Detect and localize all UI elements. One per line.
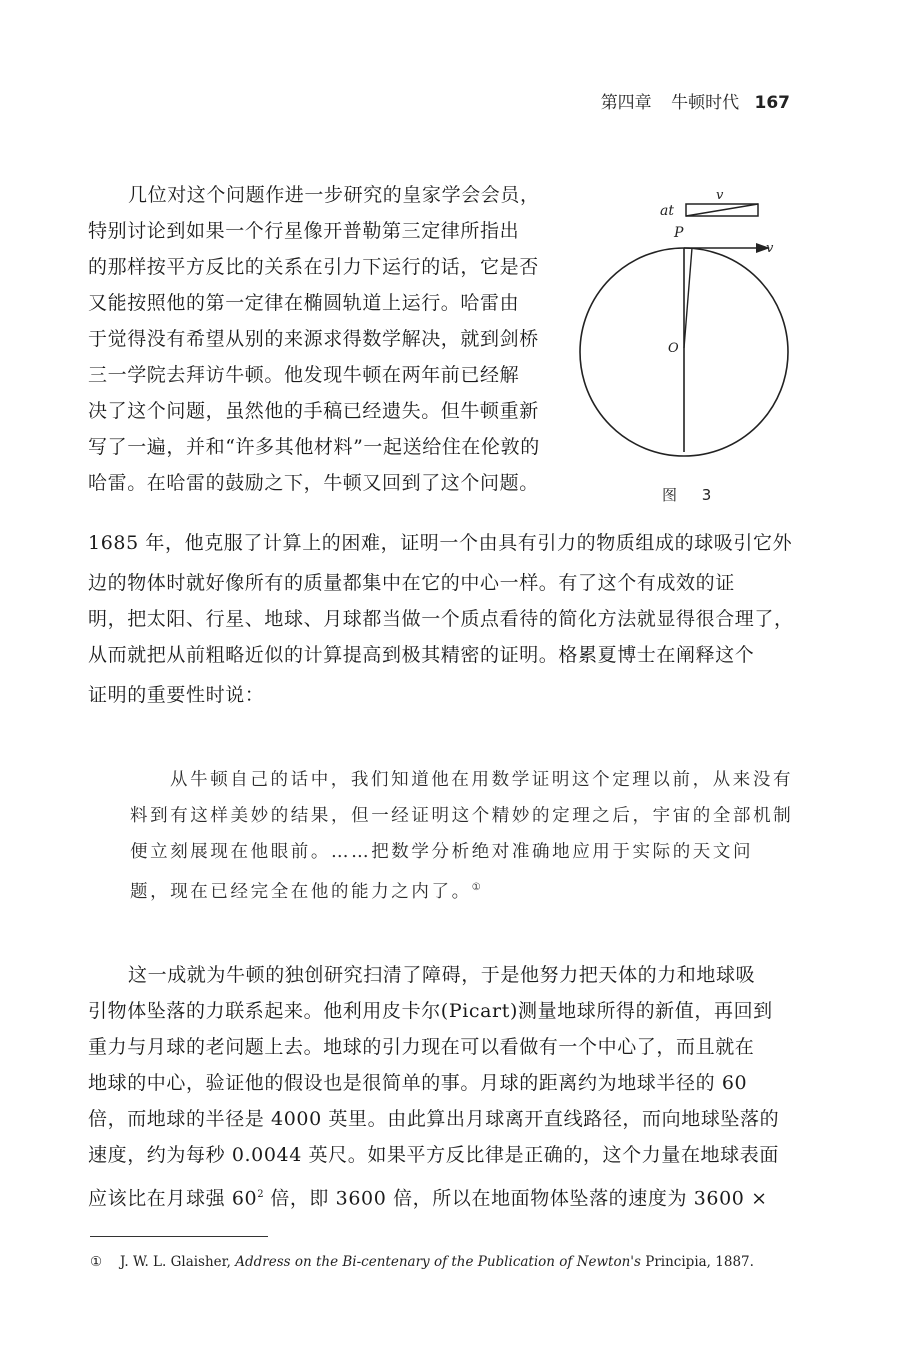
- figure-caption: 图 3: [662, 486, 722, 504]
- para1-line-14: 证明的重要性时说：: [88, 684, 265, 706]
- para2-line-2: 引物体坠落的力联系起来。他利用皮卡尔(Picart)测量地球所得的新值，再回到: [88, 1000, 773, 1022]
- para2-line-7-a: 应该比在月球强 60: [88, 1187, 258, 1210]
- quote-line-4: [130, 874, 481, 906]
- para1-line-13: 从而就把从前粗略近似的计算提高到极其精密的证明。格累夏博士在阐释这个: [88, 644, 755, 666]
- quote-line-3: 便立刻展现在他眼前。……把数学分析绝对准确地应用于实际的天文问: [130, 842, 754, 862]
- label-v-top: v: [716, 188, 724, 203]
- running-header: [601, 88, 790, 113]
- para2-line-7: [88, 1180, 768, 1213]
- label-p: P: [674, 225, 684, 241]
- para1-line-1: 几位对这个问题作进一步研究的皇家学会会员，: [128, 184, 540, 206]
- figure-3: [570, 180, 810, 510]
- para1-line-7: 决了这个问题，虽然他的手稿已经遗失。但牛顿重新: [88, 400, 539, 422]
- page-number: 167: [754, 93, 790, 113]
- deflected-radius: [684, 248, 692, 348]
- quote-line-2: 料到有这样美妙的结果，但一经证明这个精妙的定理之后，宇宙的全部机制: [130, 806, 794, 826]
- quote-line-1: 从牛顿自己的话中，我们知道他在用数学证明这个定理以前，从来没有: [170, 770, 794, 790]
- label-o: O: [668, 341, 679, 356]
- para1-line-10: 1685 年，他克服了计算上的困难，证明一个由具有引力的物质组成的球吸引它外: [88, 532, 793, 554]
- para1-line-6: 三一学院去拜访牛顿。他发现牛顿在两年前已经解: [88, 364, 520, 386]
- para1-line-11: 边的物体时就好像所有的质量都集中在它的中心一样。有了这个有成效的证: [88, 572, 735, 594]
- footnote-marker: ①: [90, 1254, 103, 1270]
- label-at: at: [660, 203, 674, 219]
- para1-line-12: 明，把太阳、行星、地球、月球都当做一个质点看待的简化方法就显得很合理了，: [88, 608, 794, 630]
- footnote-reference[interactable]: ①: [471, 882, 481, 893]
- para2-line-1: 这一成就为牛顿的独创研究扫清了障碍，于是他努力把天体的力和地球吸: [128, 964, 756, 986]
- orbit-diagram: [570, 180, 810, 510]
- chapter-label: 第四章: [600, 93, 652, 113]
- quote-line-4-text: 题，现在已经完全在他的能力之内了。: [130, 881, 472, 902]
- para1-line-4: 又能按照他的第一定律在椭圆轨道上运行。哈雷由: [88, 292, 520, 314]
- para2-line-4: 地球的中心，验证他的假设也是很简单的事。月球的距离约为地球半径的 60: [88, 1072, 748, 1094]
- label-v-arrow: v: [766, 241, 774, 256]
- para1-line-2: 特别讨论到如果一个行星像开普勒第三定律所指出: [88, 220, 520, 242]
- para1-line-8: 写了一遍，并和“许多其他材料”一起送给住在伦敦的: [88, 436, 540, 458]
- footnote-author: J. W. L. Glaisher,: [120, 1254, 236, 1270]
- chapter-title: 牛顿时代: [671, 93, 740, 113]
- para1-line-9: 哈雷。在哈雷的鼓励之下，牛顿又回到了这个问题。: [88, 472, 539, 494]
- footnote: [90, 1254, 754, 1270]
- velocity-triangle-diagonal: [686, 204, 758, 216]
- footnote-title: Address on the Bi-centenary of the Publication of Newton's: [235, 1254, 641, 1270]
- exponent: 2: [257, 1189, 264, 1200]
- para2-line-7-b: 倍，即 3600 倍，所以在地面物体坠落的速度为 3600 ×: [263, 1187, 768, 1210]
- para1-line-3: 的那样按平方反比的关系在引力下运行的话，它是否: [88, 256, 539, 278]
- para1-line-5: 于觉得没有希望从别的来源求得数学解决，就到剑桥: [88, 328, 539, 350]
- footnote-work: Principia, 1887.: [640, 1254, 754, 1270]
- para2-line-3: 重力与月球的老问题上去。地球的引力现在可以看做有一个中心了，而且就在: [88, 1036, 755, 1058]
- footnote-rule: [90, 1236, 268, 1237]
- para2-line-6: 速度，约为每秒 0.0044 英尺。如果平方反比律是正确的，这个力量在地球表面: [88, 1144, 779, 1166]
- para2-line-5: 倍，而地球的半径是 4000 英里。由此算出月球离开直线路径，而向地球坠落的: [88, 1108, 780, 1130]
